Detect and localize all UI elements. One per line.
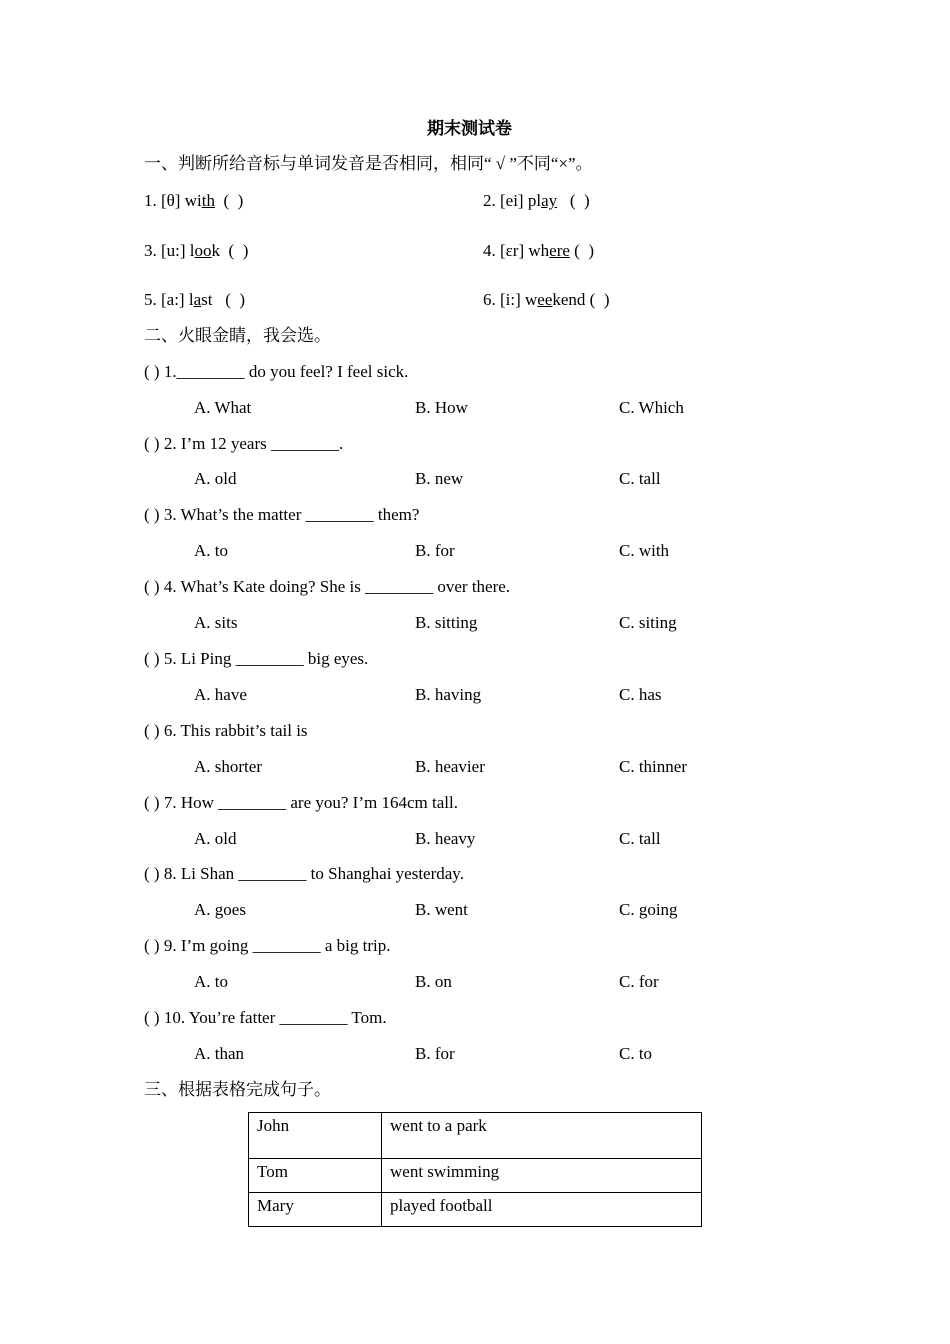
page-title: 期末测试卷 <box>427 119 512 138</box>
phonetic-item-2 <box>483 191 590 211</box>
phonetic-item-3 <box>144 241 248 261</box>
phonetic-item-text: 1. [θ] wi <box>144 191 202 210</box>
option-b[interactable]: B. new <box>415 469 464 488</box>
option-a[interactable]: A. to <box>194 972 228 991</box>
option-c[interactable]: C. tall <box>619 469 661 488</box>
phonetic-item-answer[interactable]: st ( ) <box>201 290 246 309</box>
question-1: ( ) 1.________ do you feel? I feel sick. <box>144 362 409 381</box>
phonetic-item-text: 4. [ɛr] wh <box>483 241 550 260</box>
table-cell-name: Mary <box>249 1193 382 1227</box>
table-cell-activity: went swimming <box>382 1159 702 1193</box>
phonetic-item-text: 2. [ei] pl <box>483 191 542 210</box>
table-row <box>249 1193 702 1227</box>
option-c[interactable]: C. Which <box>619 398 684 417</box>
option-a[interactable]: A. old <box>194 469 237 488</box>
part3-heading: 三、根据表格完成句子。 <box>144 1080 331 1099</box>
phonetic-item-underlined: oo <box>194 241 212 260</box>
option-b[interactable]: B. for <box>415 1044 455 1063</box>
option-b[interactable]: B. went <box>415 900 468 919</box>
question-6: ( ) 6. This rabbit’s tail is <box>144 721 308 740</box>
phonetic-item-answer[interactable]: ( ) <box>569 241 594 260</box>
option-a[interactable]: A. have <box>194 685 247 704</box>
option-a[interactable]: A. shorter <box>194 757 262 776</box>
option-c[interactable]: C. going <box>619 900 678 919</box>
question-2: ( ) 2. I’m 12 years ________. <box>144 434 344 453</box>
part1-heading: 一、判断所给音标与单词发音是否相同，相同“ √ ”不同“×”。 <box>144 154 593 173</box>
phonetic-item-answer[interactable]: k ( ) <box>211 241 249 260</box>
phonetic-item-text: 3. [u:] l <box>144 241 195 260</box>
option-c[interactable]: C. has <box>619 685 662 704</box>
phonetic-item-answer[interactable]: ( ) <box>214 191 244 210</box>
question-7: ( ) 7. How ________ are you? I’m 164cm tall. <box>144 793 458 812</box>
table-cell-name: John <box>249 1113 382 1159</box>
option-b[interactable]: B. for <box>415 541 455 560</box>
phonetic-item-5 <box>144 290 245 310</box>
option-b[interactable]: B. sitting <box>415 613 478 632</box>
table-cell-activity: went to a park <box>382 1113 702 1159</box>
phonetic-item-text: 6. [i:] w <box>483 290 538 309</box>
question-5: ( ) 5. Li Ping ________ big eyes. <box>144 649 369 668</box>
phonetic-item-underlined: ere <box>549 241 570 260</box>
activity-table <box>248 1112 702 1227</box>
phonetic-item-answer[interactable]: ( ) <box>557 191 590 210</box>
phonetic-item-underlined: ay <box>541 191 558 210</box>
phonetic-item-text: 5. [a:] l <box>144 290 194 309</box>
option-b[interactable]: B. heavy <box>415 829 476 848</box>
option-a[interactable]: A. goes <box>194 900 246 919</box>
table-row <box>249 1159 702 1193</box>
option-a[interactable]: A. old <box>194 829 237 848</box>
question-4: ( ) 4. What’s Kate doing? She is ________ over there. <box>144 577 511 596</box>
option-c[interactable]: C. thinner <box>619 757 687 776</box>
option-a[interactable]: A. to <box>194 541 228 560</box>
option-a[interactable]: A. What <box>194 398 252 417</box>
phonetic-item-4 <box>483 241 594 261</box>
option-a[interactable]: A. than <box>194 1044 245 1063</box>
option-b[interactable]: B. on <box>415 972 452 991</box>
option-b[interactable]: B. How <box>415 398 468 417</box>
phonetic-item-1 <box>144 191 243 211</box>
table-cell-activity: played football <box>382 1193 702 1227</box>
phonetic-item-6 <box>483 290 610 310</box>
table-cell-name: Tom <box>249 1159 382 1193</box>
option-a[interactable]: A. sits <box>194 613 238 632</box>
table-row <box>249 1113 702 1159</box>
option-c[interactable]: C. for <box>619 972 659 991</box>
phonetic-item-answer[interactable]: kend ( ) <box>552 290 610 309</box>
option-b[interactable]: B. heavier <box>415 757 485 776</box>
option-b[interactable]: B. having <box>415 685 482 704</box>
question-9: ( ) 9. I’m going ________ a big trip. <box>144 936 391 955</box>
option-c[interactable]: C. tall <box>619 829 661 848</box>
question-8: ( ) 8. Li Shan ________ to Shanghai yesterday. <box>144 864 464 883</box>
question-3: ( ) 3. What’s the matter ________ them? <box>144 505 420 524</box>
phonetic-item-underlined: th <box>201 191 215 210</box>
option-c[interactable]: C. to <box>619 1044 653 1063</box>
option-c[interactable]: C. with <box>619 541 670 560</box>
part2-heading: 二、火眼金睛，我会选。 <box>144 326 331 345</box>
phonetic-item-underlined: a <box>193 290 202 309</box>
phonetic-item-underlined: ee <box>537 290 553 309</box>
question-10: ( ) 10. You’re fatter ________ Tom. <box>144 1008 387 1027</box>
option-c[interactable]: C. siting <box>619 613 677 632</box>
